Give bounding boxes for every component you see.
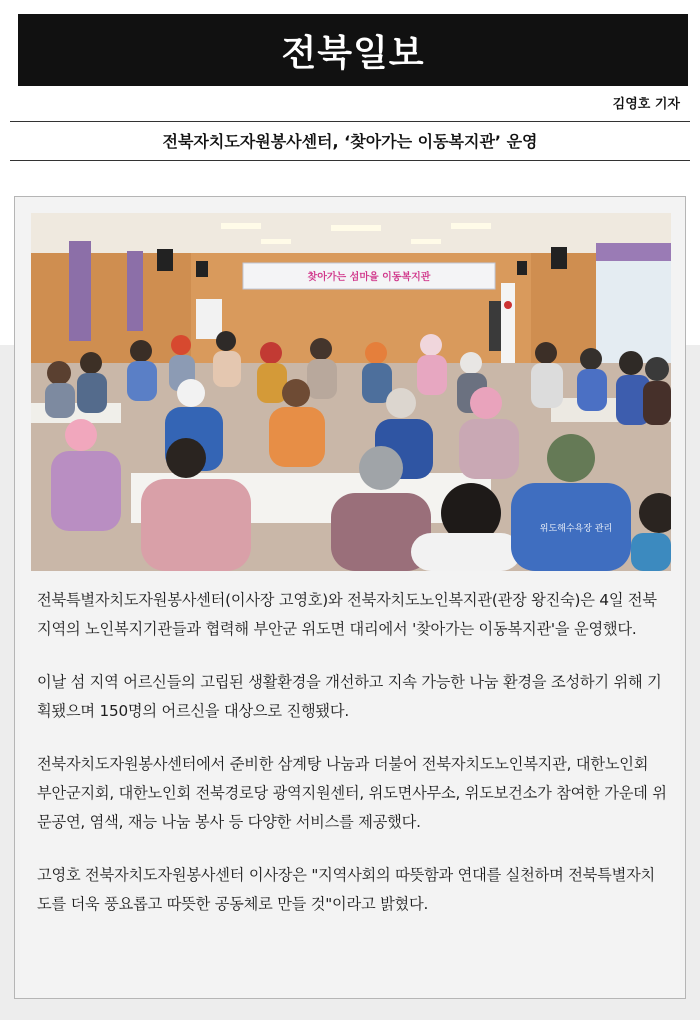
photo-illustration [31, 213, 671, 571]
byline: 김영호 기자 [612, 97, 680, 112]
article-headline: 전북자치도자원봉사센터, ‘찾아가는 이동복지관’ 운영 [162, 132, 538, 151]
article-body [37, 586, 667, 943]
vest-text: 위도해수욕장 관리 [539, 524, 613, 534]
article-photo[interactable] [31, 213, 671, 571]
article-paragraph: 전북자치도자원봉사센터에서 준비한 삼계탕 나눔과 더불어 전북자치도노인복지관, 대한노인회 부안군지회, 대한노인회 전북경로당 광역지원센터, 위도면사무소, 위도보건소가 참여한 가운데 위문공연, 염색, 재능 나눔 봉사 등 다양한 서비스를 제공했다. [37, 755, 667, 831]
article-paragraph: 이날 섬 지역 어르신들의 고립된 생활환경을 개선하고 지속 가능한 나눔 환경을 조성하기 위해 기획됐으며 150명의 어르신을 대상으로 진행됐다. [37, 673, 662, 720]
article-card [14, 196, 686, 999]
article-paragraph: 고영호 전북자치도자원봉사센터 이사장은 "지역사회의 따뜻함과 연대를 실천하며 전북특별자치도를 더욱 풍요롭고 따뜻한 공동체로 만들 것"이라고 밝혔다. [37, 866, 656, 913]
masthead[interactable] [18, 14, 688, 86]
newspaper-logo[interactable]: 전북일보 [281, 32, 425, 74]
photo-banner-text: 찾아가는 섬마을 이동복지관 [307, 272, 431, 283]
headline-bottom-rule [10, 160, 690, 161]
article-paragraph: 전북특별자치도자원봉사센터(이사장 고영호)와 전북자치도노인복지관(관장 왕진숙)은 4일 전북지역의 노인복지기관들과 협력해 부안군 위도면 대리에서 '찾아가는 이동복지관'을 운영했다. [37, 591, 657, 638]
